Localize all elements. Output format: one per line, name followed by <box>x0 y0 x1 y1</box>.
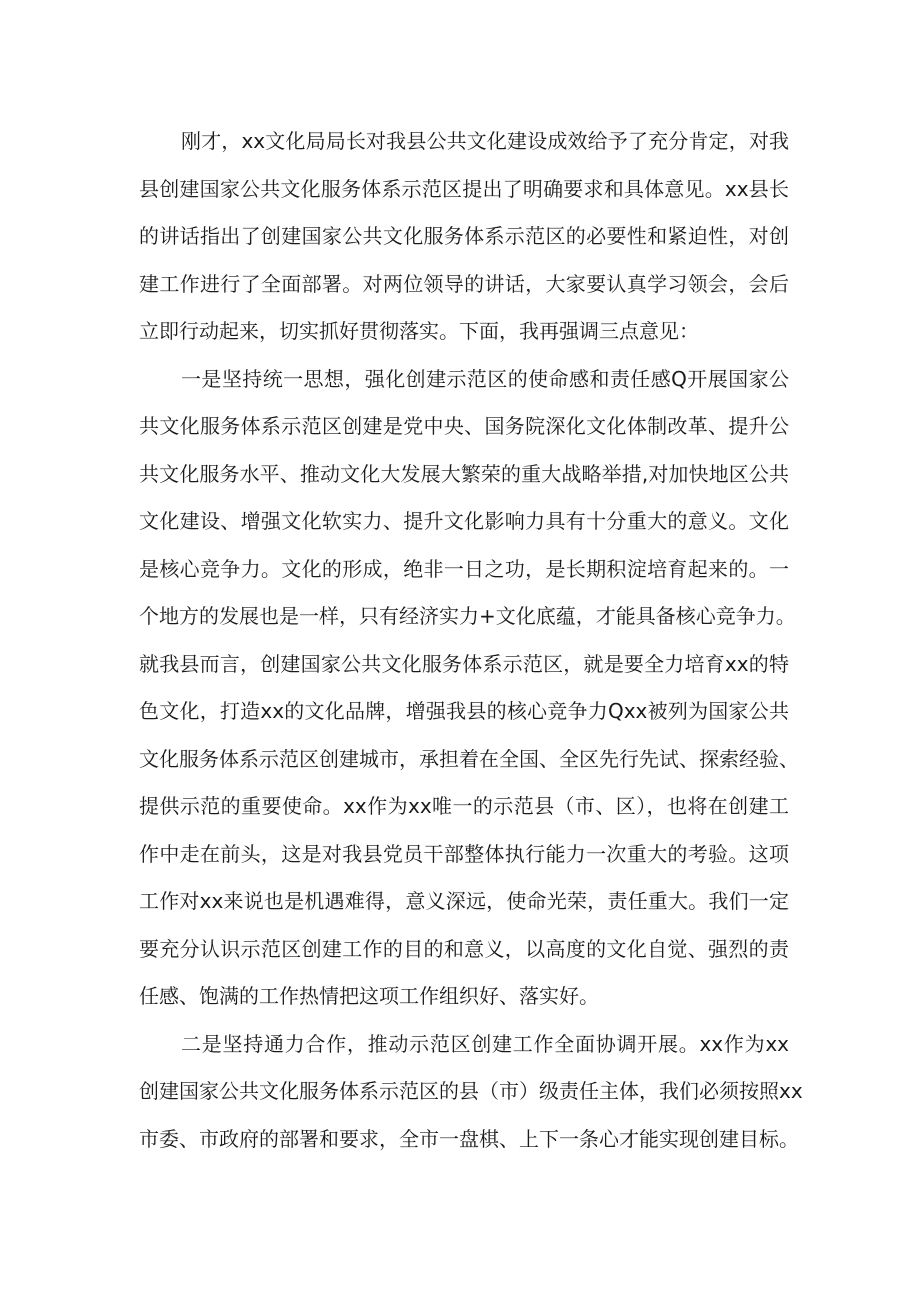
document-body <box>139 118 803 1163</box>
text-line: 要充分认识示范区创建工作的目的和意义，以高度的文化自觉、强烈的责 <box>139 936 789 961</box>
text-line: 文化服务体系示范区创建城市，承担着在全国、全区先行先试、探索经验、 <box>139 746 799 771</box>
text-line: 任感、饱满的工作热情把这项工作组织好、落实好。 <box>139 984 599 1008</box>
text-line: 立即行动起来，切实抓好贯彻落实。下面，我再强调三点意见： <box>139 319 699 343</box>
text-line: 共文化服务体系示范区创建是党中央、国务院深化文化体制改革、提升公 <box>139 414 789 438</box>
paragraph-1 <box>139 118 789 356</box>
text-line: 工作对xx来说也是机遇难得，意义深远，使命光荣，责任重大。我们一定 <box>139 889 789 913</box>
text-line: 刚才，xx文化局局长对我县公共文化建设成效给予了充分肯定，对我 <box>181 129 789 153</box>
text-line: 作中走在前头，这是对我县党员干部整体执行能力一次重大的考验。这项 <box>139 841 789 866</box>
paragraph-2 <box>139 356 799 1021</box>
text-line: 共文化服务水平、推动文化大发展大繁荣的重大战略举措,对加快地区公共 <box>139 461 789 486</box>
text-line: 文化建设、增强文化软实力、提升文化影响力具有十分重大的意义。文化 <box>139 509 789 533</box>
text-line: 县创建国家公共文化服务体系示范区提出了明确要求和具体意见。xx县长 <box>139 176 789 201</box>
text-line: 一是坚持统一思想，强化创建示范区的使命感和责任感Q开展国家公 <box>181 366 789 391</box>
text-line: 创建国家公共文化服务体系示范区的县（市）级责任主体，我们必须按照xx <box>139 1079 803 1103</box>
text-line: 色文化，打造xx的文化品牌，增强我县的核心竞争力Qxx被列为国家公共 <box>139 699 789 723</box>
text-line: 是核心竞争力。文化的形成，绝非一日之功，是长期积淀培育起来的。一 <box>139 556 789 581</box>
text-line: 提供示范的重要使命。xx作为xx唯一的示范县（市、区），也将在创建工 <box>139 794 789 818</box>
text-line: 二是坚持通力合作，推动示范区创建工作全面协调开展。xx作为xx <box>181 1031 789 1056</box>
text-line: 就我县而言，创建国家公共文化服务体系示范区，就是要全力培育xx的特 <box>139 651 789 676</box>
text-line: 的讲话指出了创建国家公共文化服务体系示范区的必要性和紧迫性，对创 <box>139 224 789 248</box>
text-line: 市委、市政府的部署和要求，全市一盘棋、上下一条心才能实现创建目标。 <box>139 1126 799 1151</box>
text-line: 个地方的发展也是一样，只有经济实力+文化底蕴，才能具备核心竞争力。 <box>139 604 796 628</box>
paragraph-3 <box>139 1021 803 1164</box>
text-line: 建工作进行了全面部署。对两位领导的讲话，大家要认真学习领会，会后 <box>139 271 789 296</box>
